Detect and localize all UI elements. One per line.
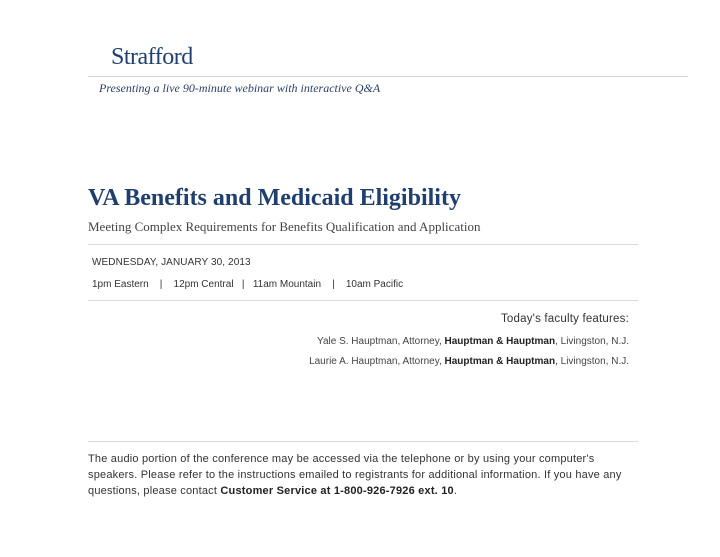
faculty-firm: Hauptman & Hauptman (444, 336, 556, 347)
audio-text: The audio portion of the conference may be accessed via the telephone or by using your computer's speakers. Please refer to the instructions emailed to registrants for additional information. If you have any questions, please contact (88, 453, 622, 497)
section-divider (88, 441, 638, 442)
strafford-logo: Strafford (111, 44, 193, 70)
faculty-location: , Livingston, N.J. (555, 336, 629, 347)
webinar-title: VA Benefits and Medicaid Eligibility (88, 185, 461, 211)
section-divider (88, 300, 638, 301)
webinar-times: 1pm Eastern | 12pm Central | 11am Mountain | 10am Pacific (92, 279, 404, 290)
faculty-firm: Hauptman & Hauptman (444, 356, 556, 367)
audio-end: . (453, 485, 458, 497)
section-divider (88, 244, 638, 245)
faculty-member (317, 336, 629, 347)
faculty-member (309, 356, 629, 367)
faculty-heading: Today's faculty features: (500, 313, 629, 325)
customer-service-contact: Customer Service at 1-800-926-7926 ext. 10 (220, 485, 454, 497)
faculty-name: Yale S. Hauptman, Attorney, (317, 336, 445, 347)
audio-instructions (88, 451, 640, 499)
header-divider (88, 76, 688, 77)
tagline: Presenting a live 90-minute webinar with interactive Q&A (99, 81, 381, 95)
faculty-location: , Livingston, N.J. (555, 356, 629, 367)
webinar-date: WEDNESDAY, JANUARY 30, 2013 (92, 257, 251, 268)
faculty-name: Laurie A. Hauptman, Attorney, (309, 356, 445, 367)
webinar-subtitle: Meeting Complex Requirements for Benefits Qualification and Application (88, 219, 481, 234)
